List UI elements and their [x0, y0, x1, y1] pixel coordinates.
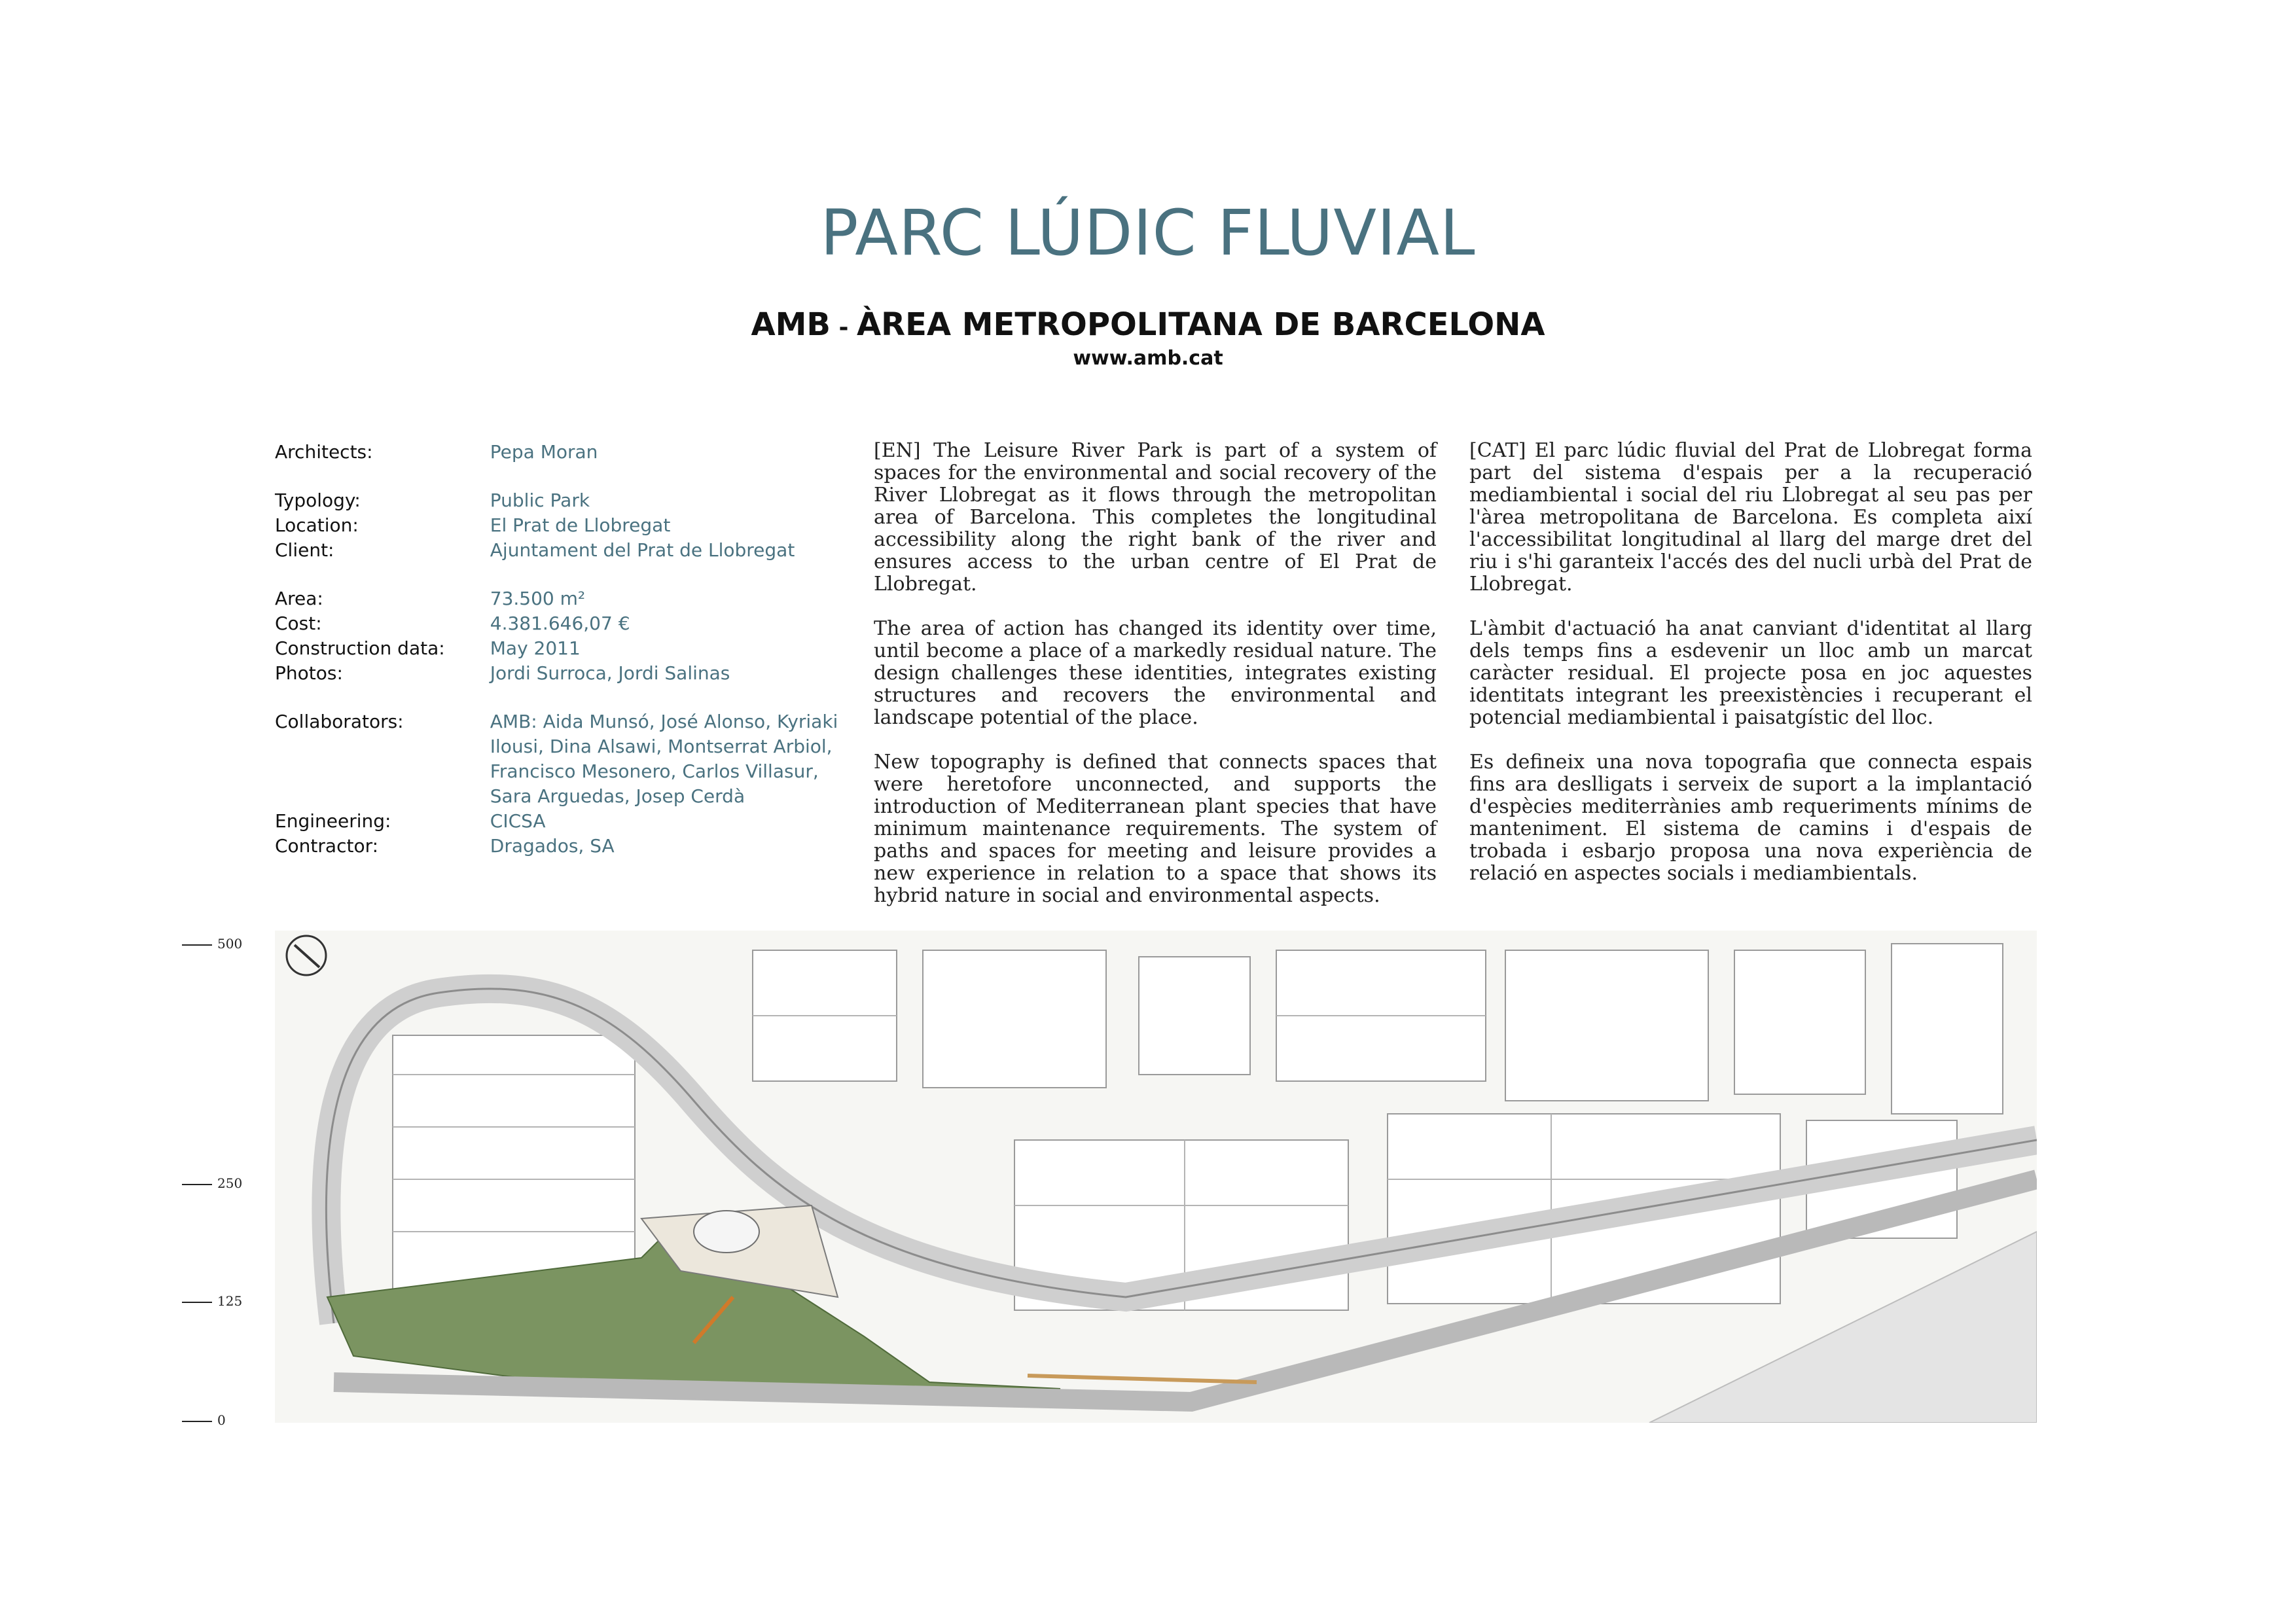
fact-label: Area: [275, 588, 323, 609]
scale-mark-125 [182, 1293, 242, 1309]
org-acronym: AMB [751, 306, 831, 343]
fact-label: Photos: [275, 662, 343, 684]
fact-contractor [275, 834, 851, 859]
project-facts [275, 440, 851, 859]
fact-label: Client: [275, 539, 334, 561]
scale-mark-250 [182, 1175, 242, 1191]
fact-value: Pepa Moran [490, 441, 598, 463]
fact-label: Construction data: [275, 637, 445, 659]
english-description [874, 440, 1437, 929]
fact-value: Francisco Mesonero, Carlos Villasur, [490, 760, 819, 782]
fact-label: Location: [275, 514, 359, 536]
fact-value: El Prat de Llobregat [490, 514, 671, 536]
fact-engineering [275, 809, 851, 834]
scale-mark-0 [182, 1412, 226, 1428]
circular-feature [694, 1211, 759, 1253]
fact-label: Cost: [275, 613, 322, 634]
fact-value: 4.381.646,07 € [490, 613, 630, 634]
fact-photos [275, 661, 851, 686]
fact-architects [275, 440, 851, 465]
scale-label: 0 [217, 1412, 226, 1428]
scale-label: 125 [217, 1293, 243, 1309]
site-plan [275, 931, 2037, 1423]
fact-cost [275, 611, 851, 636]
paragraph: New topography is defined that connects spaces that were heretofore unconnected, and supports the introduction of Mediterranean plant species that have minimum maintenance requirements. The system of paths and spaces for meeting and leisure provides a new experience in relation to a space that shows its hybrid nature in social and environmental aspects. [874, 751, 1437, 907]
fact-client [275, 538, 851, 563]
fact-construction-data [275, 636, 851, 661]
scale-label: 250 [217, 1175, 243, 1191]
fact-value: Dragados, SA [490, 835, 615, 857]
org-separator: - [830, 314, 857, 341]
organization-name [0, 306, 2296, 343]
fact-value: Sara Arguedas, Josep Cerdà [490, 785, 745, 807]
paragraph: L'àmbit d'actuació ha anat canviant d'identitat al llarg dels temps fins a esdevenir un lloc amb un marcat caràcter residual. El projecte posa en joc aquestes identitats integrant les preexistències i recuperant el potencial mediambiental i paisatgístic del lloc. [1469, 617, 2032, 729]
fact-value: Public Park [490, 490, 590, 511]
org-full-name: ÀREA METROPOLITANA DE BARCELONA [857, 306, 1545, 343]
paragraph: [EN] The Leisure River Park is part of a system of spaces for the environmental and social recovery of the River Llobregat as it flows through the metropolitan area of Barcelona. This completes the longitudinal accessibility along the right bank of the river and ensures access to the urban centre of El Prat de Llobregat. [874, 439, 1437, 596]
fact-value: AMB: Aida Munsó, José Alonso, Kyriaki [490, 711, 838, 732]
fact-location [275, 513, 851, 538]
fact-label: Architects: [275, 441, 373, 463]
fact-label: Engineering: [275, 810, 391, 832]
fact-value: CICSA [490, 810, 546, 832]
fact-typology [275, 488, 851, 513]
catalan-description [1469, 440, 2032, 907]
paragraph: [CAT] El parc lúdic fluvial del Prat de Llobregat forma part del sistema d'espais per a la recuperació mediambiental i social del riu Llobregat al seu pas per l'àrea metropolitana de Barcelona. Es completa així l'accessibilitat longitudinal al llarg del marge dret del riu i s'hi garanteix l'accés des del nucli urbà del Prat de Llobregat. [1469, 439, 2032, 596]
fact-label: Collaborators: [275, 711, 404, 732]
fact-label: Typology: [275, 490, 361, 511]
scale-label: 500 [217, 936, 243, 952]
fact-collaborators [275, 709, 851, 734]
website-url: www.amb.cat [1073, 347, 1223, 370]
fact-value: 73.500 m² [490, 588, 586, 609]
fact-value: Ilousi, Dina Alsawi, Montserrat Arbiol, [490, 736, 833, 757]
fact-value: May 2011 [490, 637, 581, 659]
fact-label: Contractor: [275, 835, 379, 857]
fact-value: Jordi Surroca, Jordi Salinas [490, 662, 730, 684]
page-title: PARC LÚDIC FLUVIAL [820, 196, 1476, 270]
fact-area [275, 586, 851, 611]
fact-value: Ajuntament del Prat de Llobregat [490, 539, 795, 561]
paragraph: Es defineix una nova topografia que connecta espais fins ara deslligats i serveix de suport a la implantació d'espècies mediterrànies amb requeriments mínims de manteniment. El sistema de camins i d'espais de trobada i esbarjo proposa una nova experiència de relació en aspectes socials i mediambientals. [1469, 751, 2032, 885]
scale-mark-500 [182, 936, 242, 952]
paragraph: The area of action has changed its identity over time, until become a place of a markedly residual nature. The design challenges these identities, integrates existing structures and recovers the environmental and landscape potential of the place. [874, 617, 1437, 729]
